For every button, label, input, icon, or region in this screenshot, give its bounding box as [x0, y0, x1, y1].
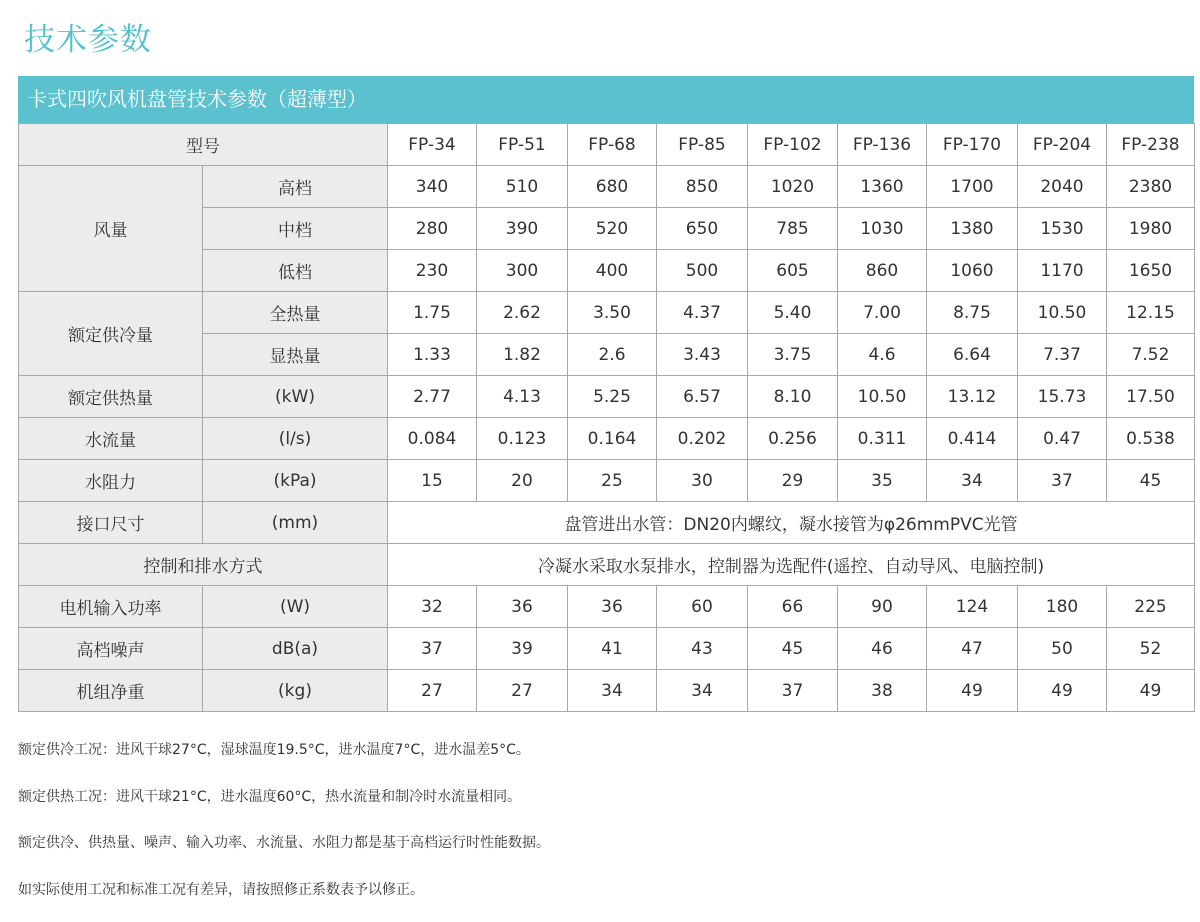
table-cell-value: 1360	[838, 166, 927, 208]
table-cell-value: 10.50	[838, 376, 927, 418]
table-cell-value: 500	[657, 250, 748, 292]
table-cell-value: 47	[927, 628, 1018, 670]
table-row-connection	[19, 502, 1195, 544]
spec-table	[18, 123, 1195, 712]
table-row-spec	[19, 460, 1195, 502]
table-row-control	[19, 544, 1195, 586]
table-cell-value: 34	[568, 670, 657, 712]
table-cell-value: 1530	[1018, 208, 1107, 250]
table-cell-value: 605	[748, 250, 838, 292]
table-cell-value: 1170	[1018, 250, 1107, 292]
table-cell-value: 7.37	[1018, 334, 1107, 376]
column-header-model: FP-85	[657, 124, 748, 166]
table-cell-value: 225	[1107, 586, 1195, 628]
connection-value: 盘管进出水管：DN20内螺纹，凝水接管为φ26mmPVC光管	[388, 502, 1195, 544]
table-cell-value: 20	[477, 460, 568, 502]
row-label: 水流量	[19, 418, 203, 460]
table-cell-value: 30	[657, 460, 748, 502]
table-cell-value: 0.123	[477, 418, 568, 460]
row-sublabel: 低档	[203, 250, 388, 292]
table-cell-value: 1980	[1107, 208, 1195, 250]
column-header-model: FP-136	[838, 124, 927, 166]
table-cell-value: 49	[1018, 670, 1107, 712]
table-cell-value: 2040	[1018, 166, 1107, 208]
row-unit: (kg)	[203, 670, 388, 712]
table-cell-value: 1380	[927, 208, 1018, 250]
table-cell-value: 0.538	[1107, 418, 1195, 460]
table-cell-value: 36	[568, 586, 657, 628]
notes	[18, 736, 550, 922]
table-cell-value: 390	[477, 208, 568, 250]
table-cell-value: 1700	[927, 166, 1018, 208]
table-cell-value: 1.82	[477, 334, 568, 376]
table-cell-value: 8.10	[748, 376, 838, 418]
table-cell-value: 50	[1018, 628, 1107, 670]
table-cell-value: 1.75	[388, 292, 477, 334]
table-cell-value: 5.40	[748, 292, 838, 334]
row-unit: dB(a)	[203, 628, 388, 670]
table-cell-value: 66	[748, 586, 838, 628]
table-cell-value: 10.50	[1018, 292, 1107, 334]
page-title: 技术参数	[24, 14, 152, 59]
column-header-model: FP-238	[1107, 124, 1195, 166]
table-cell-value: 49	[1107, 670, 1195, 712]
column-header-model: FP-68	[568, 124, 657, 166]
table-cell-value: 124	[927, 586, 1018, 628]
table-cell-value: 0.084	[388, 418, 477, 460]
table-cell-value: 510	[477, 166, 568, 208]
table-cell-value: 0.256	[748, 418, 838, 460]
table-cell-value: 1030	[838, 208, 927, 250]
column-header-model: FP-170	[927, 124, 1018, 166]
table-cell-value: 2380	[1107, 166, 1195, 208]
table-cell-value: 850	[657, 166, 748, 208]
table-cell-value: 25	[568, 460, 657, 502]
table-cell-value: 52	[1107, 628, 1195, 670]
table-row-spec	[19, 376, 1195, 418]
table-cell-value: 520	[568, 208, 657, 250]
table-cell-value: 230	[388, 250, 477, 292]
table-row-cooling	[19, 292, 1195, 334]
table-cell-value: 340	[388, 166, 477, 208]
note-correction: 如实际使用工况和标准工况有差异，请按照修正系数表予以修正。	[18, 876, 550, 922]
table-cell-value: 680	[568, 166, 657, 208]
table-cell-value: 46	[838, 628, 927, 670]
table-cell-value: 180	[1018, 586, 1107, 628]
table-cell-value: 45	[748, 628, 838, 670]
table-cell-value: 4.13	[477, 376, 568, 418]
column-header-model: FP-51	[477, 124, 568, 166]
row-label-airflow: 风量	[19, 166, 203, 292]
table-cell-value: 60	[657, 586, 748, 628]
table-row-spec	[19, 418, 1195, 460]
row-label: 机组净重	[19, 670, 203, 712]
table-cell-value: 4.37	[657, 292, 748, 334]
table-cell-value: 12.15	[1107, 292, 1195, 334]
control-value: 冷凝水采取水泵排水，控制器为选配件(遥控、自动导风、电脑控制)	[388, 544, 1195, 586]
table-cell-value: 3.50	[568, 292, 657, 334]
table-cell-value: 17.50	[1107, 376, 1195, 418]
table-cell-value: 13.12	[927, 376, 1018, 418]
table-cell-value: 37	[1018, 460, 1107, 502]
row-label: 电机输入功率	[19, 586, 203, 628]
table-cell-value: 3.43	[657, 334, 748, 376]
row-label-connection: 接口尺寸	[19, 502, 203, 544]
table-cell-value: 8.75	[927, 292, 1018, 334]
table-cell-value: 400	[568, 250, 657, 292]
table-cell-value: 90	[838, 586, 927, 628]
row-sublabel: 高档	[203, 166, 388, 208]
table-cell-value: 35	[838, 460, 927, 502]
table-cell-value: 15	[388, 460, 477, 502]
table-cell-value: 49	[927, 670, 1018, 712]
table-cell-value: 4.6	[838, 334, 927, 376]
table-cell-value: 2.77	[388, 376, 477, 418]
table-cell-value: 6.64	[927, 334, 1018, 376]
note-high-speed-basis: 额定供冷、供热量、噪声、输入功率、水流量、水阻力都是基于高档运行时性能数据。	[18, 829, 550, 876]
table-cell-value: 15.73	[1018, 376, 1107, 418]
row-unit: (kPa)	[203, 460, 388, 502]
table-cell-value: 41	[568, 628, 657, 670]
table-cell-value: 34	[927, 460, 1018, 502]
row-unit: (l/s)	[203, 418, 388, 460]
note-heating-conditions: 额定供热工况：进风干球21°C，进水温度60°C，热水流量和制冷时水流量相同。	[18, 783, 550, 830]
row-unit: (mm)	[203, 502, 388, 544]
table-cell-value: 5.25	[568, 376, 657, 418]
table-cell-value: 1650	[1107, 250, 1195, 292]
table-cell-value: 7.52	[1107, 334, 1195, 376]
table-cell-value: 45	[1107, 460, 1195, 502]
row-label-model: 型号	[19, 124, 388, 166]
table-cell-value: 2.62	[477, 292, 568, 334]
table-cell-value: 0.414	[927, 418, 1018, 460]
row-label: 水阻力	[19, 460, 203, 502]
row-label-cooling: 额定供冷量	[19, 292, 203, 376]
table-cell-value: 650	[657, 208, 748, 250]
table-cell-value: 27	[388, 670, 477, 712]
table-cell-value: 2.6	[568, 334, 657, 376]
table-cell-value: 43	[657, 628, 748, 670]
row-label-control: 控制和排水方式	[19, 544, 388, 586]
table-cell-value: 785	[748, 208, 838, 250]
table-cell-value: 34	[657, 670, 748, 712]
table-cell-value: 1020	[748, 166, 838, 208]
table-cell-value: 32	[388, 586, 477, 628]
row-sublabel: 中档	[203, 208, 388, 250]
row-label: 高档噪声	[19, 628, 203, 670]
table-cell-value: 36	[477, 586, 568, 628]
table-cell-value: 300	[477, 250, 568, 292]
row-unit: (W)	[203, 586, 388, 628]
table-cell-value: 1.33	[388, 334, 477, 376]
row-unit: (kW)	[203, 376, 388, 418]
table-cell-value: 7.00	[838, 292, 927, 334]
table-row-airflow	[19, 166, 1195, 208]
table-cell-value: 27	[477, 670, 568, 712]
table-cell-value: 37	[388, 628, 477, 670]
row-sublabel: 显热量	[203, 334, 388, 376]
table-cell-value: 39	[477, 628, 568, 670]
row-label: 额定供热量	[19, 376, 203, 418]
table-cell-value: 0.47	[1018, 418, 1107, 460]
table-row-model	[19, 124, 1195, 166]
table-cell-value: 860	[838, 250, 927, 292]
row-sublabel: 全热量	[203, 292, 388, 334]
table-cell-value: 0.164	[568, 418, 657, 460]
table-row-spec	[19, 670, 1195, 712]
table-cell-value: 38	[838, 670, 927, 712]
table-cell-value: 0.202	[657, 418, 748, 460]
table-cell-value: 29	[748, 460, 838, 502]
table-cell-value: 37	[748, 670, 838, 712]
note-cooling-conditions: 额定供冷工况：进风干球27°C，湿球温度19.5°C，进水温度7°C，进水温差5°C。	[18, 736, 550, 783]
table-cell-value: 1060	[927, 250, 1018, 292]
table-cell-value: 6.57	[657, 376, 748, 418]
table-cell-value: 0.311	[838, 418, 927, 460]
table-title-banner: 卡式四吹风机盘管技术参数（超薄型）	[18, 76, 1194, 123]
column-header-model: FP-34	[388, 124, 477, 166]
table-row-spec	[19, 586, 1195, 628]
table-row-spec	[19, 628, 1195, 670]
column-header-model: FP-204	[1018, 124, 1107, 166]
table-cell-value: 280	[388, 208, 477, 250]
table-cell-value: 3.75	[748, 334, 838, 376]
column-header-model: FP-102	[748, 124, 838, 166]
